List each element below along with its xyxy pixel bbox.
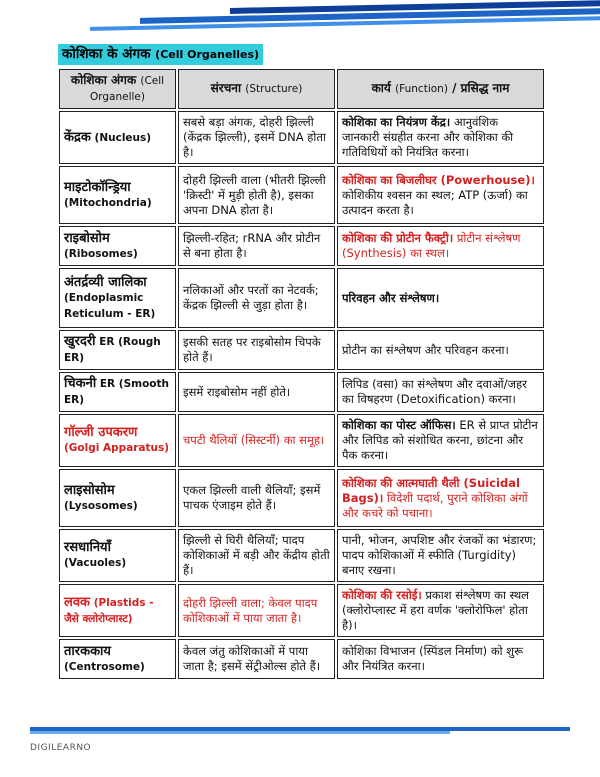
function-cell (337, 414, 544, 467)
structure-cell: केवल जंतु कोशिकाओं में पाया जाता है; इसमें सेंट्रीओल्स होते हैं। (178, 639, 335, 679)
table-row (59, 469, 544, 527)
table-row (59, 111, 544, 164)
page-title (58, 44, 263, 65)
organelle-name-hindi: रसधानियाँ (64, 540, 111, 555)
header-function: कार्य (Function) / प्रसिद्ध नाम (337, 69, 544, 109)
organelle-name-english: (Vacuoles) (64, 557, 127, 569)
table-row (59, 372, 544, 412)
organelle-name-hindi: चिकनी (64, 376, 97, 391)
organelle-name-cell (59, 111, 176, 164)
title-english: (Cell Organelles) (155, 48, 260, 61)
table-row (59, 414, 544, 467)
organelle-name-hindi: केंद्रक (64, 129, 91, 145)
organelle-name-cell (59, 469, 176, 527)
function-highlight: कोशिका का नियंत्रण केंद्र। (342, 115, 451, 129)
function-cell (337, 529, 544, 582)
function-cell (337, 226, 544, 266)
table-row (59, 529, 544, 582)
structure-cell: चपटी थैलियों (सिस्टर्नी) का समूह। (178, 414, 335, 467)
table-row (59, 639, 544, 679)
structure-cell: इसकी सतह पर राइबोसोम चिपके होते हैं। (178, 330, 335, 370)
organelle-name-hindi: लवक (64, 594, 91, 610)
organelle-name-cell (59, 372, 176, 412)
function-highlight: कोशिका की आत्मघाती थैली (Suicidal Bags)। (342, 475, 520, 505)
function-text: आनुवंशिक जानकारी संग्रहीत करना और कोशिका की गतिविधियों को नियंत्रित करना। (342, 115, 514, 159)
organelle-name-english: (Plastids - जैसे क्लोरोप्लास्ट) (64, 596, 154, 625)
function-cell (337, 166, 544, 224)
function-highlight: कोशिका का बिजलीघर (Powerhouse)। (342, 172, 535, 187)
organelle-name-hindi: लाइसोसोम (64, 482, 115, 498)
organelle-name-hindi: तारककाय (64, 643, 111, 659)
organelles-table (57, 67, 546, 681)
top-decorative-band (0, 0, 600, 44)
organelle-name-cell (59, 268, 176, 328)
structure-cell: झिल्ली से घिरी थैलियाँ; पादप कोशिकाओं में बड़ी और केंद्रीय होती हैं। (178, 529, 335, 582)
organelle-name-cell (59, 226, 176, 266)
organelle-name-english: (Lysosomes) (64, 499, 138, 512)
organelle-name-english: ER (Rough ER) (64, 336, 161, 364)
organelle-name-cell (59, 414, 176, 467)
function-text: प्रोटीन का संश्लेषण और परिवहन करना। (342, 342, 509, 357)
organelle-name-cell (59, 639, 176, 679)
organelle-name-english: (Mitochondria) (64, 196, 152, 209)
organelle-name-hindi: अंतर्द्रव्यी जालिका (64, 274, 147, 290)
function-cell (337, 469, 544, 527)
function-highlight: कोशिका का पोस्ट ऑफिस। (342, 418, 456, 432)
organelle-name-cell (59, 166, 176, 224)
structure-cell: एकल झिल्ली वाली थैलियाँ; इसमें पाचक एंजाइम होते हैं। (178, 469, 335, 527)
structure-cell: इसमें राइबोसोम नहीं होते। (178, 372, 335, 412)
organelle-name-hindi: गॉल्जी उपकरण (64, 425, 138, 440)
function-cell (337, 372, 544, 412)
organelle-name-hindi: माइटोकॉन्ड्रिया (64, 179, 131, 195)
organelle-name-english: (Centrosome) (64, 660, 145, 673)
function-highlight: परिवहन और संश्लेषण। (342, 290, 440, 305)
header-organelle: कोशिका अंगक (Cell Organelle) (59, 69, 176, 109)
function-cell (337, 268, 544, 328)
structure-cell: सबसे बड़ा अंगक, दोहरी झिल्ली (केंद्रक झिल्ली), इसमें DNA होता है। (178, 111, 335, 164)
organelle-name-english: (Golgi Apparatus) (64, 442, 170, 454)
table-row (59, 330, 544, 370)
function-text: प्रकाश संश्लेषण का स्थल (क्लोरोप्लास्ट में हरा वर्णक 'क्लोरोफिल' होता है)। (342, 588, 529, 632)
function-cell (337, 111, 544, 164)
function-highlight: कोशिका की प्रोटीन फैक्ट्री। (342, 231, 454, 245)
header-structure: संरचना (Structure) (178, 69, 335, 109)
function-text: लिपिड (वसा) का संश्लेषण और दवाओं/जहर का विषहरण (Detoxification) करना। (342, 377, 527, 406)
brand-footer: DIGILEARNO (30, 743, 92, 753)
table-header-row (59, 69, 544, 109)
function-cell (337, 330, 544, 370)
table-row (59, 268, 544, 328)
structure-cell: झिल्ली-रहित; rRNA और प्रोटीन से बना होता है। (178, 226, 335, 266)
function-text: कोशिकीय श्वसन का स्थल; ATP (ऊर्जा) का उत्पादन करता है। (342, 187, 528, 217)
structure-cell: नलिकाओं और परतों का नेटवर्क; केंद्रक झिल्ली से जुड़ा होता है। (178, 268, 335, 328)
organelle-name-hindi: राइबोसोम (64, 230, 110, 246)
function-text: पानी, भोजन, अपशिष्ट और रंजकों का भंडारण; पादप कोशिकाओं में स्फीति (Turgidity) बनाए रखना। (342, 533, 537, 577)
structure-cell: दोहरी झिल्ली वाला (भीतरी झिल्ली 'क्रिस्टी' में मुड़ी होती है), इसका अपना DNA होता है। (178, 166, 335, 224)
structure-cell: दोहरी झिल्ली वाला; केवल पादप कोशिकाओं में पाया जाता है। (178, 584, 335, 637)
table-row (59, 166, 544, 224)
organelle-name-english: (Ribosomes) (64, 247, 138, 260)
function-text: प्रोटीन संश्लेषण (Synthesis) का स्थल। (342, 231, 521, 260)
organelle-name-cell (59, 529, 176, 582)
organelle-name-hindi: खुरदरी (64, 334, 96, 349)
function-cell (337, 639, 544, 679)
organelle-name-english: (Endoplasmic Reticulum - ER) (64, 291, 156, 320)
function-text: कोशिका विभाजन (स्पिंडल निर्माण) को शुरू और नियंत्रित करना। (342, 644, 524, 673)
function-text: ER से प्राप्त प्रोटीन और लिपिड को संशोधित करना, छांटना और पैक करना। (342, 418, 538, 462)
function-highlight: कोशिका की रसोई। (342, 588, 422, 602)
title-hindi: कोशिका के अंगक (62, 46, 151, 62)
organelle-name-english: (Nucleus) (94, 131, 152, 144)
table-row (59, 584, 544, 637)
organelle-name-cell (59, 330, 176, 370)
organelle-name-english: ER (Smooth ER) (64, 378, 169, 406)
organelle-name-cell (59, 584, 176, 637)
bottom-decorative-band (30, 727, 570, 735)
table-row (59, 226, 544, 266)
function-text: विदेशी पदार्थ, पुराने कोशिका अंगों और कचरे को पचाना। (342, 490, 528, 520)
function-cell (337, 584, 544, 637)
